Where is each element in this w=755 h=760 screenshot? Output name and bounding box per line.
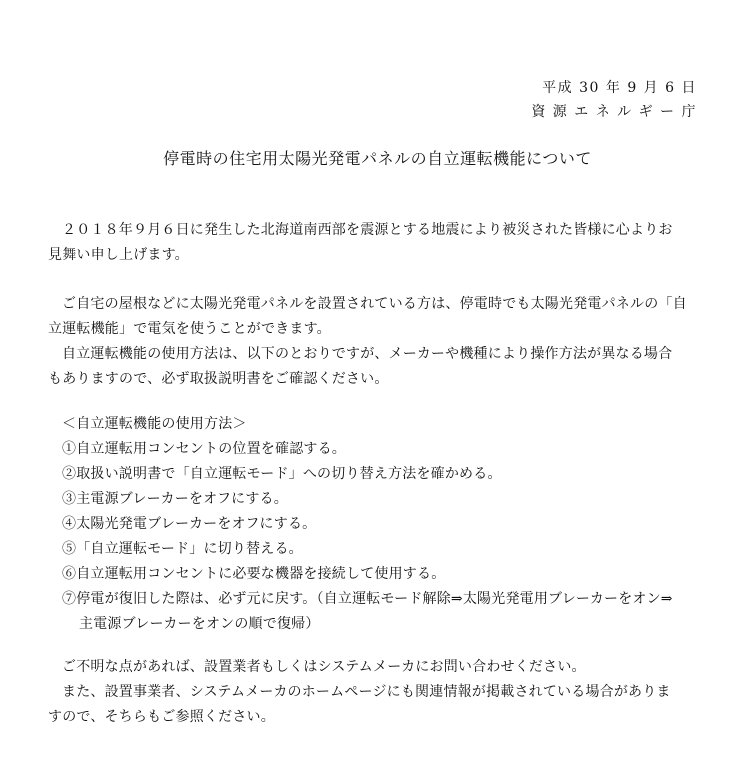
step-item: ⑤「自立運転モード」に切り替える。 [62,541,303,557]
paragraph-line: 自立運転機能の使用方法は、以下のとおりですが、メーカーや機種により操作方法が異なる場合 [62,346,673,362]
step-item: ②取扱い説明書で「自立運転モード」への切り替え方法を確かめる。 [62,466,502,482]
step-item: ③主電源ブレーカーをオフにする。 [62,491,288,507]
issuing-agency: 資 源 エ ネ ル ギ ー 庁 [531,104,697,120]
step-item: ④太陽光発電ブレーカーをオフにする。 [62,516,317,532]
paragraph-line: ２０１８年９月６日に発生した北海道南西部を震源とする地震により被災された皆様に心よりお [62,222,673,238]
paragraph-line: 立運転機能」で電気を使うことができます。 [48,321,331,337]
step-item: ①自立運転用コンセントの位置を確認する。 [62,441,346,457]
paragraph-solar-intro [48,292,706,392]
paragraph-line: 見舞い申し上げます。 [48,247,189,263]
steps-list [48,437,706,637]
paragraph-closing [48,655,706,730]
document-title: 停電時の住宅用太陽光発電パネルの自立運転機能について [163,149,592,168]
paragraph-condolence [48,218,706,268]
step-item: ⑦停電が復旧した際は、必ず元に戻す。（自立運転モード解除⇒太陽光発電用ブレーカーをオン⇒ [62,591,673,607]
step-item-continuation: 主電源ブレーカーをオンの順で復帰） [79,616,320,632]
paragraph-line: また、設置事業者、システムメーカのホームページにも関連情報が掲載されている場合がありま [62,684,671,700]
paragraph-line: ご自宅の屋根などに太陽光発電パネルを設置されている方は、停電時でも太陽光発電パネルの「自 [62,296,687,312]
paragraph-line: もありますので、必ず取扱説明書をご確認ください。 [48,371,389,387]
issue-date: 平成 30 年 9 月 6 日 [542,80,697,96]
usage-steps-section [48,412,706,637]
step-item: ⑥自立運転用コンセントに必要な機器を接続して使用する。 [62,566,446,582]
paragraph-line: ご不明な点があれば、設置業者もしくはシステムメーカにお問い合わせください。 [62,659,586,675]
steps-heading: ＜自立運転機能の使用方法＞ [62,416,247,432]
document-header [531,76,697,124]
paragraph-line: すので、そちらもご参照ください。 [48,709,275,725]
